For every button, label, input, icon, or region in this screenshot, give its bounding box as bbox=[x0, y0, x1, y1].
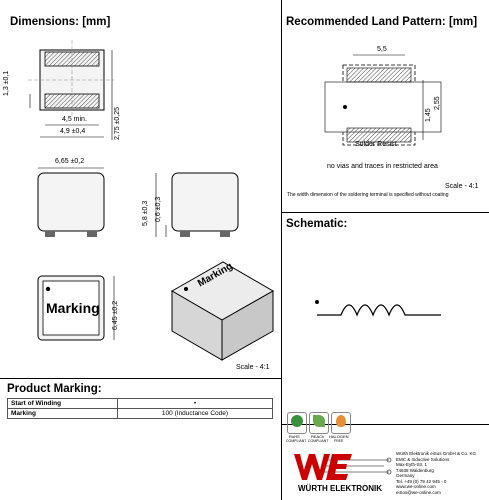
top-total-height-label: 2,75 ±0,25 bbox=[114, 106, 121, 140]
terminal-height-label: 0,6 ±0,3 bbox=[155, 196, 162, 222]
address-line: Max-Eyth-Str. 1 bbox=[396, 462, 428, 467]
land-pattern-drawing bbox=[281, 40, 489, 170]
schematic-title: Schematic: bbox=[286, 218, 348, 230]
side-view bbox=[156, 173, 238, 237]
email-link[interactable]: eiSos@we-online.com bbox=[396, 489, 441, 495]
dimensions-scale: Scale - 4:1 bbox=[236, 364, 270, 371]
land-note: no vias and traces in restricted area bbox=[327, 163, 438, 170]
divider-left-low bbox=[0, 378, 281, 379]
schematic-drawing bbox=[281, 290, 489, 350]
address-line: EMC & Inductive Solutions bbox=[396, 456, 450, 462]
halogen-label: HALOGEN bbox=[329, 434, 349, 439]
website-link[interactable]: www.we-online.com bbox=[396, 484, 436, 489]
product-marking-table bbox=[7, 398, 273, 419]
product-marking-title: Product Marking: bbox=[7, 383, 102, 395]
land-pad-height-label: 1,45 bbox=[425, 108, 432, 122]
halogen-badge bbox=[331, 412, 351, 434]
marking-height-label: 6,45 ±0,2 bbox=[112, 300, 119, 330]
we-logo-text: WÜRTH ELEKTRONIK bbox=[298, 484, 382, 493]
reach-badge bbox=[309, 412, 329, 434]
land-pattern-title: Recommended Land Pattern: [mm] bbox=[286, 16, 478, 28]
land-scale: Scale - 4:1 bbox=[445, 183, 479, 190]
flame-icon bbox=[336, 415, 346, 427]
table-row bbox=[8, 399, 273, 409]
halogen-sub: FREE bbox=[334, 439, 344, 443]
dimension-drawings bbox=[0, 0, 281, 378]
rohs-icon bbox=[291, 415, 303, 427]
leaf-icon bbox=[313, 415, 325, 427]
rohs-badge bbox=[287, 412, 307, 434]
side-width-label: 6,65 ±0,2 bbox=[55, 158, 85, 165]
reach-sub: COMPLIANT bbox=[308, 439, 329, 443]
land-footnote: The width dimension of the soldering terminal is specified without coating bbox=[287, 192, 449, 198]
land-total-height-label: 2,55 bbox=[434, 96, 441, 110]
top-width-min-label: 4,5 min. bbox=[62, 116, 87, 123]
address-line: Würth Elektronik eiSos GmbH & Co. KG bbox=[396, 451, 477, 456]
top-height-label: 1,3 ±0,1 bbox=[3, 70, 10, 96]
row-value: • bbox=[118, 399, 273, 409]
divider-right-mid bbox=[281, 212, 489, 213]
land-width-label: 5,5 bbox=[377, 46, 387, 53]
company-address bbox=[396, 451, 476, 495]
rohs-sub: COMPLIANT bbox=[286, 439, 307, 443]
solder-resist-label: Solder Resist bbox=[355, 141, 397, 148]
reach-label: REACh bbox=[311, 434, 325, 439]
address-line: 74638 Waldenburg bbox=[396, 467, 434, 473]
top-view bbox=[28, 40, 114, 140]
top-width-label: 4,9 ±0,4 bbox=[60, 128, 86, 135]
side-height-label: 5,8 ±0,3 bbox=[142, 200, 149, 226]
marking-text: Marking bbox=[46, 300, 100, 316]
address-line: Germany bbox=[396, 473, 415, 478]
row-value: 100 (Inductance Code) bbox=[118, 409, 273, 419]
table-row bbox=[8, 409, 273, 419]
row-label: Marking bbox=[8, 409, 118, 419]
row-label: Start of Winding bbox=[8, 399, 118, 409]
dimensions-title: Dimensions: [mm] bbox=[10, 16, 111, 28]
front-view bbox=[38, 168, 104, 237]
rohs-label: RoHS bbox=[289, 434, 300, 439]
iso-marking-text: Marking bbox=[196, 260, 235, 290]
address-line: Tel. +49 (0) 79 42 945 - 0 bbox=[396, 478, 447, 484]
